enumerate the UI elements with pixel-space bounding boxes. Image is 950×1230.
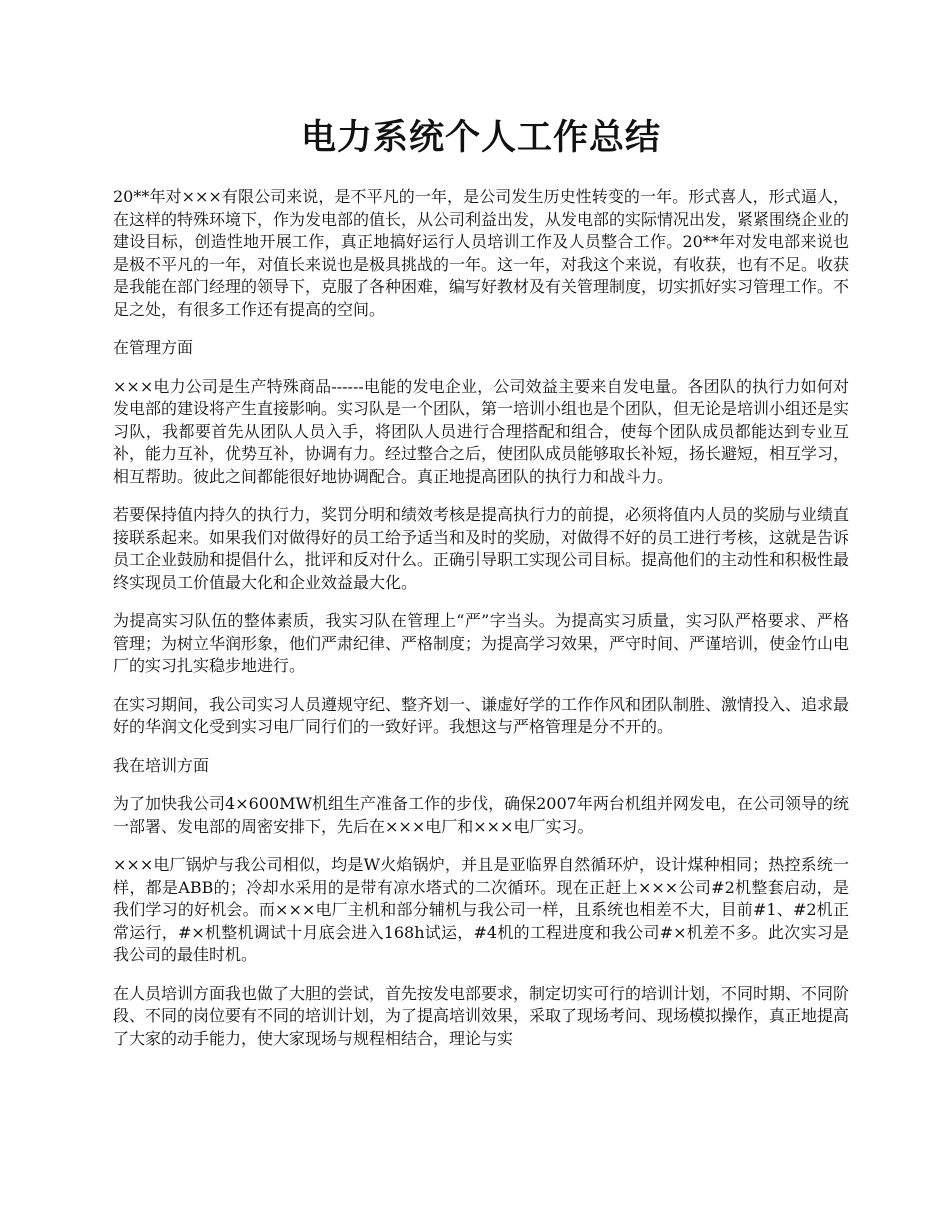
paragraph-intro: 20**年对×××有限公司来说，是不平凡的一年，是公司发生历史性转变的一年。形式喜人，形式逼人，在这样的特殊环境下，作为发电部的值长，从公司利益出发，从发电部的实际情况出发，紧紧围绕企业的建设目标，创造性地开展工作，真正地搞好运行人员培训工作及人员整合工作。20**年对发电部来说也是极不平凡的一年，对值长来说也是极具挑战的一年。这一年，对我这个来说，有收获，也有不足。收获是我能在部门经理的领导下，克服了各种困难，编写好教材及有关管理制度，切实抓好实习管理工作。不足之处，有很多工作还有提高的空间。 (113, 187, 850, 319)
paragraph-team-execution: ×××电力公司是生产特殊商品------电能的发电企业，公司效益主要来自发电量。各团队的执行力如何对发电部的建设将产生直接影响。实习队是一个团队，第一培训小组也是个团队，但无论是培训小组还是实习队，我都要首先从团队人员入手，将团队人员进行合理搭配和组合，使每个团队成员都能达到专业互补，能力互补，优势互补，协调有力。经过整合之后，使团队成员能够取长补短，扬长避短，相互学习，相互帮助。彼此之间都能很好地协调配合。真正地提高团队的执行力和战斗力。 (113, 376, 850, 486)
paragraph-internship-praise: 在实习期间，我公司实习人员遵规守纪、整齐划一、谦虚好学的工作作风和团队制胜、激情投入、追求最好的华润文化受到实习电厂同行们的一致好评。我想这与严格管理是分不开的。 (113, 694, 850, 736)
document-page (113, 112, 849, 1066)
section-heading-training: 我在培训方面 (113, 755, 210, 775)
paragraph-internship-plan: 为了加快我公司4×600MW机组生产准备工作的步伐，确保2007年两台机组并网发电，在公司领导的统一部署、发电部的周密安排下，先后在×××电厂和×××电厂实习。 (113, 794, 849, 836)
paragraph-strict-management: 为提高实习队伍的整体素质，我实习队在管理上“严”字当头。为提高实习质量，实习队严格要求、严格管理；为树立华润形象，他们严肃纪律、严格制度；为提高学习效果，严守时间、严谨培训，使金竹山电厂的实习扎实稳步地进行。 (113, 611, 850, 675)
document-title: 电力系统个人工作总结 (300, 117, 661, 158)
paragraph-training-attempt: 在人员培训方面我也做了大胆的尝试，首先按发电部要求，制定切实可行的培训计划，不同时期、不同阶段、不同的岗位要有不同的培训计划，为了提高培训效果，采取了现场考问、现场模拟操作，真正地提高了大家的动手能力，使大家现场与规程相结合，理论与实 (113, 983, 850, 1048)
section-heading-management: 在管理方面 (113, 338, 194, 357)
paragraph-plant-comparison: ×××电厂锅炉与我公司相似，均是W火焰锅炉，并且是亚临界自然循环炉，设计煤种相同；热控系统一样，都是ABB的；冷却水采用的是带有凉水塔式的二次循环。现在正赶上×××公司#2机整套启动，是我们学习的好机会。而×××电厂主机和部分辅机与我公司一样，且系统也相差不大，目前#1、#2机正常运行，#×机整机调试十月底会进入168h试运，#4机的工程进度和我公司#×机差不多。此次实习是我公司的最佳时机。 (113, 855, 849, 964)
paragraph-rewards-assessment: 若要保持值内持久的执行力，奖罚分明和绩效考核是提高执行力的前提，必须将值内人员的奖励与业绩直接联系起来。如果我们对做得好的员工给予适当和及时的奖励，对做得不好的员工进行考核，这就是告诉员工企业鼓励和提倡什么，批评和反对什么。正确引导职工实现公司目标。提高他们的主动性和积极性最终实现员工价值最大化和企业效益最大化。 (113, 505, 850, 592)
